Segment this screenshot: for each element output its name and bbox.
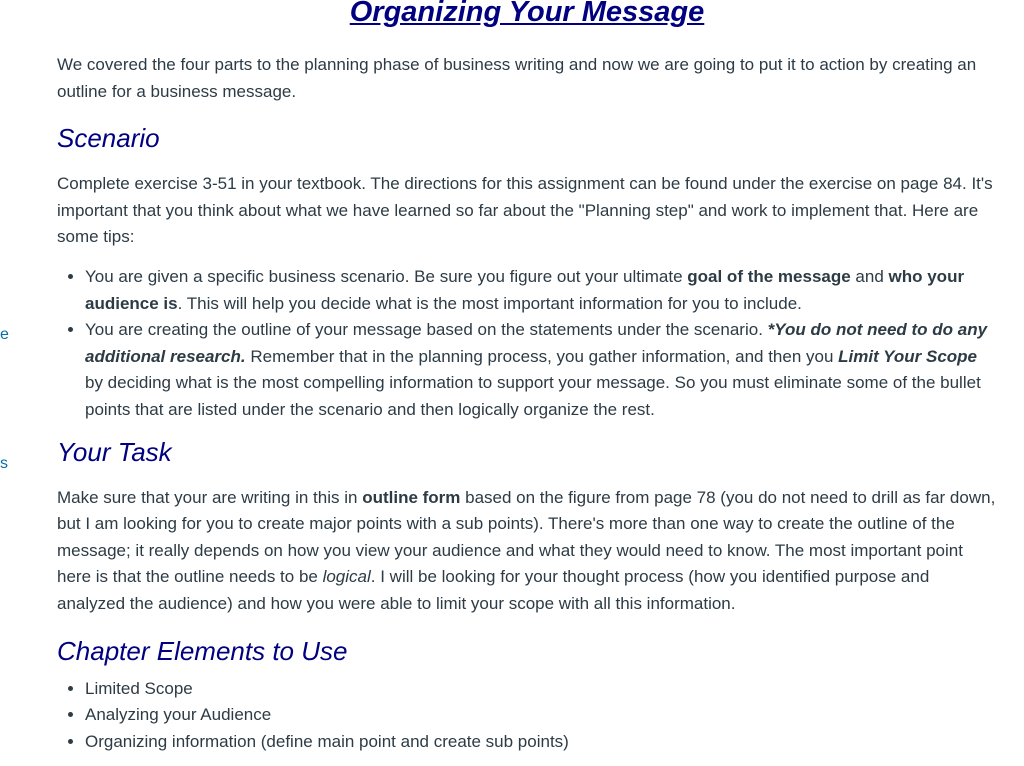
task-bold-text: outline form — [362, 487, 461, 507]
task-text: based on the figure from page 78 (you do not need to drill as far down, but I am looking for you to create major points with a sub points). There's more than one way to create the outline of the message; it really depends on how you view your audience and what they would need to know. The most important point here is that the outline needs to be — [57, 487, 996, 587]
page-title: Organizing Your Message — [349, 0, 705, 28]
tip-item — [85, 317, 997, 423]
tip-bold-text: goal of the message — [687, 266, 851, 286]
task-italic-text: logical — [322, 567, 371, 587]
tip-text: . This will help you decide what is the most important information for you to include. — [177, 293, 802, 313]
task-paragraph — [57, 485, 997, 618]
tip-text: and — [850, 266, 889, 286]
list-item: • Limited Scope — [85, 676, 997, 703]
list-item: • Organizing information (define main point and create sub points) — [85, 729, 997, 756]
tip-text: You are creating the outline of your message based on the statements under the scenario. — [85, 320, 768, 340]
tip-item — [85, 264, 997, 317]
task-text: . I will be looking for your thought process (how you identified purpose and analyzed the audience) and how you were able to limit your scope with all this information. — [57, 567, 930, 613]
tip-emphasis-text: *You do not need to do any additional research. — [85, 320, 988, 366]
task-text: Make sure that your are writing in this in — [57, 487, 363, 507]
scenario-heading: Scenario — [57, 123, 160, 154]
page-content — [57, 0, 997, 755]
tip-text: Remember that in the planning process, you gather information, and then you — [245, 346, 839, 366]
tip-bold-text: who your audience is — [85, 266, 965, 313]
intro-paragraph: We covered the four parts to the planning phase of business writing and now we are going to put it to action by creating an outline for a business message. — [57, 55, 977, 101]
tip-text: You are given a specific business scenario. Be sure you figure out your ultimate — [85, 266, 688, 286]
tip-emphasis-text: Limit Your Scope — [838, 346, 978, 366]
tip-text: by deciding what is the most compelling information to support your message. So you must eliminate some of the bullet points that are listed under the scenario and then logically organize the rest. — [85, 373, 981, 419]
task-heading: Your Task — [57, 436, 172, 467]
tips-list — [57, 264, 997, 424]
list-item: • Analyzing your Audience — [85, 702, 997, 729]
chapter-elements-list — [57, 676, 997, 756]
sidebar-link-fragment[interactable]: s — [0, 455, 8, 472]
sidebar-link-fragment[interactable]: e — [0, 326, 9, 343]
scenario-paragraph: Complete exercise 3-51 in your textbook. The directions for this assignment can be found under the exercise on page 84. It's important that you think about what we have learned so far about the "Planning step" and work to implement that. Here are some tips: — [57, 174, 993, 247]
chapter-heading: Chapter Elements to Use — [57, 635, 348, 666]
